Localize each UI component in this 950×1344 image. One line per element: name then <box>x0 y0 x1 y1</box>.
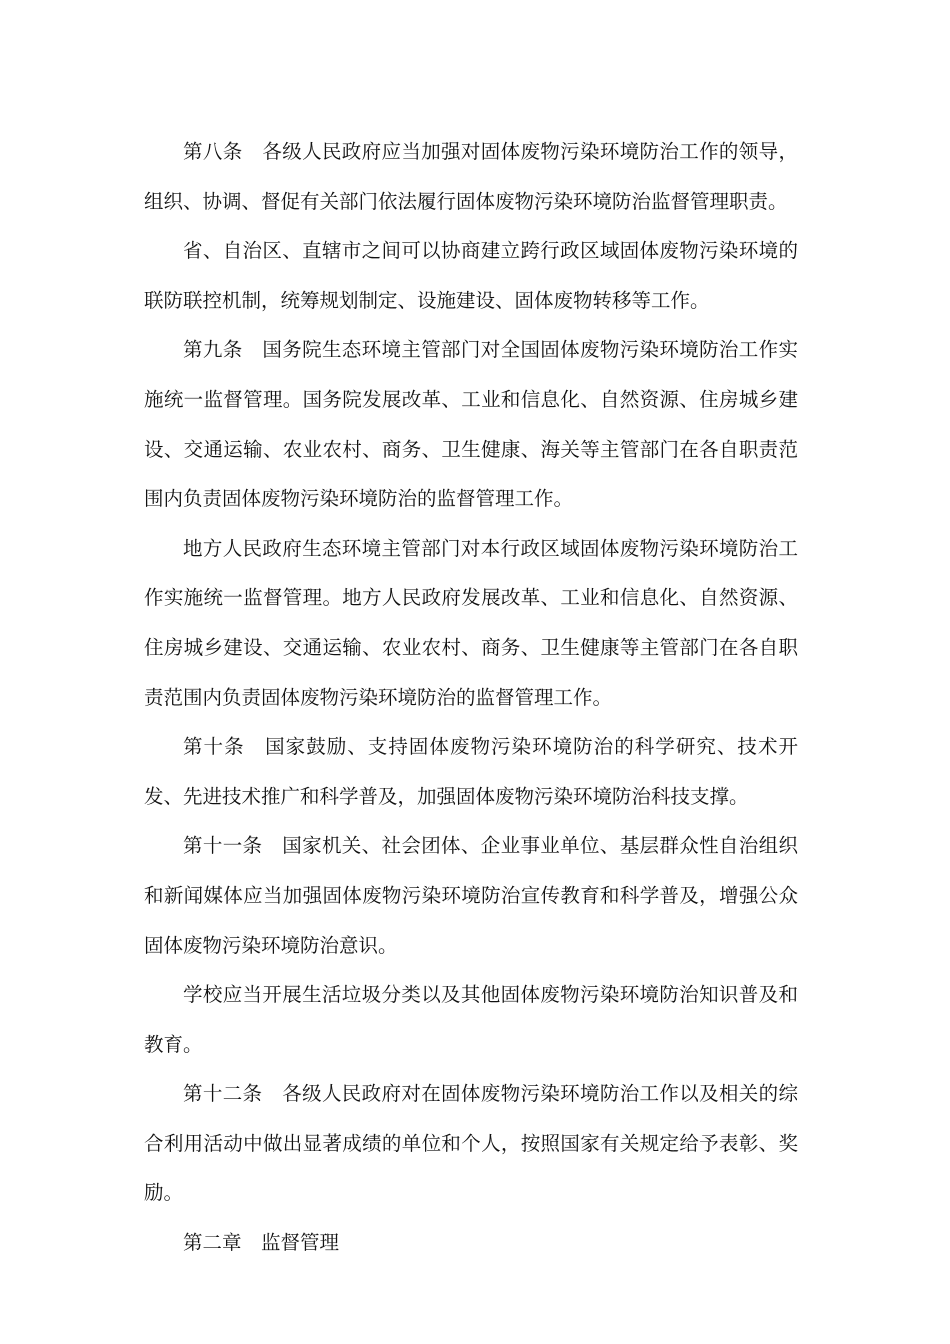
paragraph-article-11-schools: 学校应当开展生活垃圾分类以及其他固体废物污染环境防治知识普及和教育。 <box>144 983 798 1056</box>
paragraph-article-8-joint-control: 省、自治区、直辖市之间可以协商建立跨行政区域固体废物污染环境的联防联控机制，统筹规划制定、设施建设、固体废物转移等工作。 <box>144 239 798 312</box>
document-body <box>144 127 798 1268</box>
paragraph-article-9-local: 地方人民政府生态环境主管部门对本行政区域固体废物污染环境防治工作实施统一监督管理。地方人民政府发展改革、工业和信息化、自然资源、住房城乡建设、交通运输、农业农村、商务、卫生健康等主管部门在各自职责范围内负责固体废物污染环境防治的监督管理工作。 <box>144 536 798 709</box>
chapter-heading: 第二章 监督管理 <box>183 1231 340 1255</box>
paragraph-article-11: 第十一条 国家机关、社会团体、企业事业单位、基层群众性自治组织和新闻媒体应当加强固体废物污染环境防治宣传教育和科学普及，增强公众固体废物污染环境防治意识。 <box>144 834 798 957</box>
paragraph-article-12: 第十二条 各级人民政府对在固体废物污染环境防治工作以及相关的综合利用活动中做出显著成绩的单位和个人，按照国家有关规定给予表彰、奖励。 <box>144 1082 798 1205</box>
paragraph-article-10: 第十条 国家鼓励、支持固体废物污染环境防治的科学研究、技术开发、先进技术推广和科学普及，加强固体废物污染环境防治科技支撑。 <box>144 735 798 808</box>
paragraph-article-8: 第八条 各级人民政府应当加强对固体废物污染环境防治工作的领导，组织、协调、督促有关部门依法履行固体废物污染环境防治监督管理职责。 <box>144 140 798 213</box>
paragraph-article-9: 第九条 国务院生态环境主管部门对全国固体废物污染环境防治工作实施统一监督管理。国务院发展改革、工业和信息化、自然资源、住房城乡建设、交通运输、农业农村、商务、卫生健康、海关等主管部门在各自职责范围内负责固体废物污染环境防治的监督管理工作。 <box>144 338 798 511</box>
